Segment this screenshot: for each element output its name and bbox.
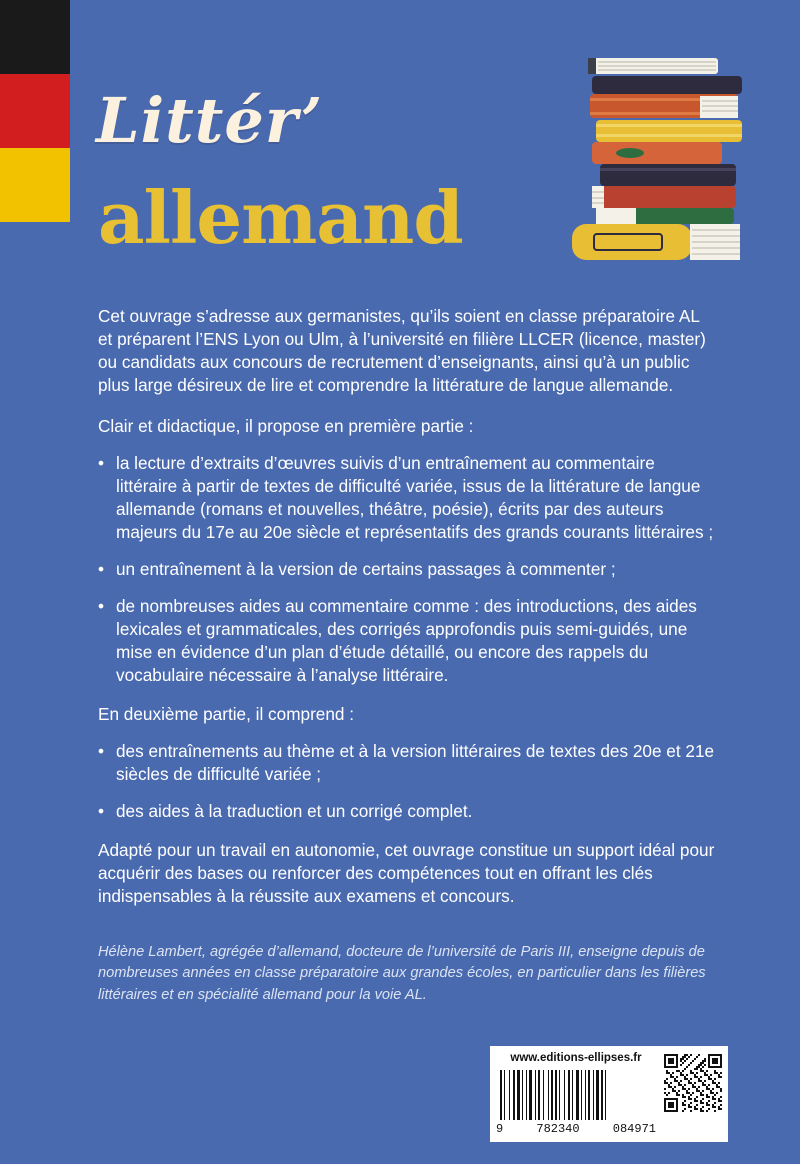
isbn-group-2: 084971 <box>612 1122 656 1136</box>
isbn-prefix: 9 <box>496 1122 504 1136</box>
part2-lead: En deuxième partie, il comprend : <box>98 704 355 724</box>
isbn-group-1: 782340 <box>536 1122 580 1136</box>
qr-code-icon <box>664 1054 722 1112</box>
book-stack-icon <box>570 52 750 264</box>
list-item: • des aides à la traduction et un corrigé complet. <box>98 800 718 823</box>
intro-paragraph: Cet ouvrage s’adresse aux germanistes, qu’ils soient en classe préparatoire AL et préparent l’ENS Lyon ou Ulm, à l’université en filière LLCER (licence, master) ou candidats aux concours de recrutement d’enseignants, ainsi qu’à un public plus large désireux de lire et comprendre la littérature de langue allemande. <box>98 306 706 395</box>
back-cover-text <box>98 305 718 908</box>
german-flag-icon <box>0 0 70 222</box>
barcode <box>496 1070 656 1120</box>
author-bio: Hélène Lambert, agrégée d’allemand, docteure de l’université de Paris III, enseigne depuis de nombreuses années en classe préparatoire aux grandes écoles, en particulier dans les filières littéraires et en spécialité allemand pour la voie AL. <box>98 943 706 1003</box>
list-item: • des entraînements au thème et à la version littéraires de textes des 20e et 21e siècles de difficulté variée ; <box>98 740 718 786</box>
barcode-panel <box>490 1046 728 1142</box>
title-line-2: allemand <box>98 175 463 260</box>
isbn-number <box>496 1122 656 1136</box>
publisher-website: www.editions-ellipses.fr <box>510 1052 642 1064</box>
closing-paragraph: Adapté pour un travail en autonomie, cet ouvrage constitue un support idéal pour acquérir des bases ou renforcer des compétences tout en offrant les clés indispensables à la réussite aux examens et concours. <box>98 840 715 906</box>
list-item: • la lecture d’extraits d’œuvres suivis d’un entraînement au commentaire littéraire à partir de textes de difficulté variée, issus de la littérature de langue allemande (romans et nouvelles, théâtre, poésie), écrits par des auteurs majeurs du 17e au 20e siècle et représentatifs des grands courants littéraires ; <box>98 452 718 544</box>
list-item: • un entraînement à la version de certains passages à commenter ; <box>98 558 718 581</box>
part1-lead: Clair et didactique, il propose en première partie : <box>98 416 474 436</box>
part1-list <box>98 452 718 687</box>
title-line-1: Littér’ <box>96 84 324 157</box>
list-item: • de nombreuses aides au commentaire comme : des introductions, des aides lexicales et grammaticales, des corrigés approfondis puis semi-guidés, une mise en évidence d’un plan d’étude détaillé, ou encore des rappels du vocabulaire nécessaire à l’analyse littéraire. <box>98 595 718 687</box>
part2-list <box>98 740 718 823</box>
